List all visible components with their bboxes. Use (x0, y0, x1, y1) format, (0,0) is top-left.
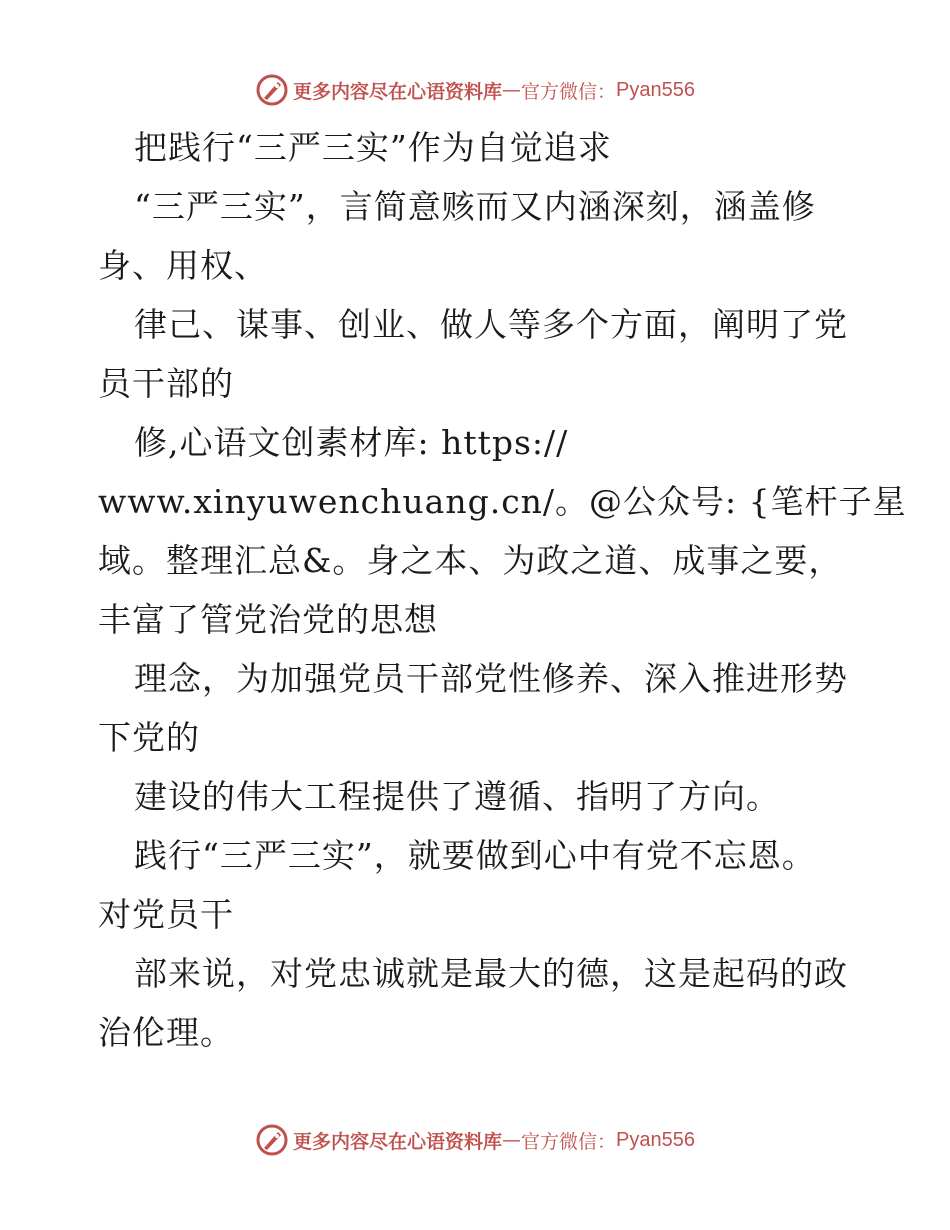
text-line: 域。整理汇总&。身之本、为政之道、成事之要， (98, 541, 843, 580)
text-line: “三严三实”，言简意赅而又内涵深刻，涵盖修 (134, 187, 816, 226)
text-line: 身、用权、 (98, 246, 268, 285)
text-line: 员干部的 (98, 364, 234, 403)
banner-dash: — (502, 79, 522, 101)
document-body (98, 118, 907, 1062)
text-line: 修,心语文创素材库: https:// (134, 423, 569, 462)
text-line: 下党的 (98, 718, 200, 757)
text-line: 丰富了管党治党的思想 (98, 600, 438, 639)
document-title: 把践行“三严三实”作为自觉追求 (134, 128, 612, 167)
banner-sub-text: 官方微信： (521, 1130, 617, 1153)
pen-nib-circle-logo-icon (255, 1123, 289, 1157)
text-line: www.xinyuwenchuang.cn/。@公众号: {笔杆子星 (98, 482, 907, 521)
text-line: 部来说，对党忠诚就是最大的德，这是起码的政 (134, 954, 848, 993)
banner-wechat-id: Pyan556 (616, 1128, 695, 1151)
text-line: 理念，为加强党员干部党性修养、深入推进形势 (134, 659, 848, 698)
banner-dash: — (502, 1129, 522, 1151)
banner-main-text: 更多内容尽在心语资料库 (293, 1130, 503, 1153)
footer-banner (0, 1120, 950, 1160)
text-line: 律己、谋事、创业、做人等多个方面，阐明了党 (134, 305, 848, 344)
text-line: 践行“三严三实”，就要做到心中有党不忘恩。 (134, 836, 816, 875)
banner-sub-text: 官方微信： (521, 80, 617, 103)
banner-main-text: 更多内容尽在心语资料库 (293, 80, 503, 103)
text-line: 对党员干 (98, 895, 234, 934)
text-line: 建设的伟大工程提供了遵循、指明了方向。 (134, 777, 780, 816)
header-banner (0, 70, 950, 110)
text-line: 治伦理。 (98, 1013, 234, 1052)
pen-nib-circle-logo-icon (255, 73, 289, 107)
banner-wechat-id: Pyan556 (616, 78, 695, 101)
